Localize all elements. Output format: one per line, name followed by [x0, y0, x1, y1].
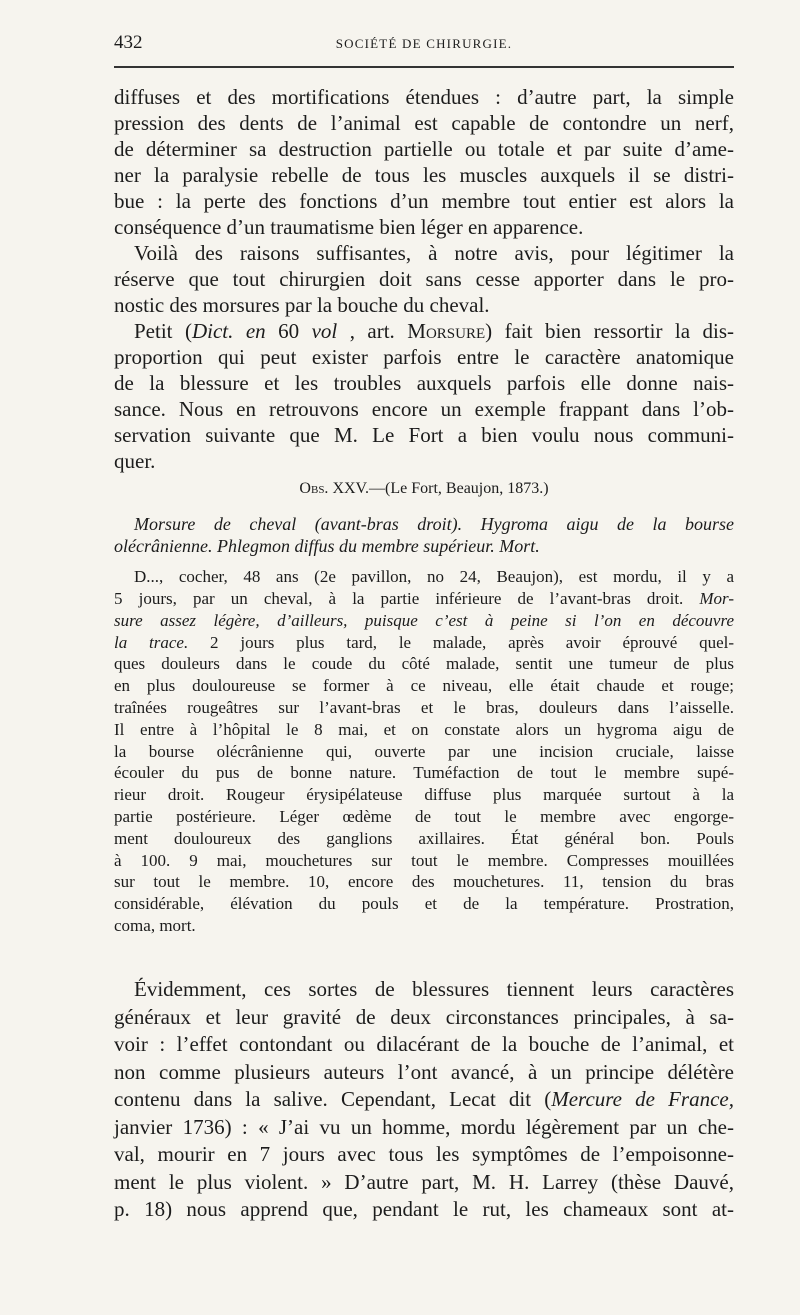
text-line: ques douleurs dans le coude du côté malade, sentit une tumeur de plus: [114, 654, 734, 674]
text-line: proportion qui peut exister parfois entre le caractère anatomique: [114, 345, 734, 369]
text-line: bue : la perte des fonctions d’un membre tout entier est alors la: [114, 189, 734, 213]
paragraph-4: [114, 976, 734, 1004]
observation-heading: [114, 480, 734, 498]
text-line: [114, 1086, 734, 1114]
text-line: [114, 588, 734, 610]
text-line: non comme plusieurs auteurs l’ont avancé, à un principe délétère: [114, 1059, 734, 1084]
case-title: [114, 513, 734, 557]
text-line: pression des dents de l’animal est capable de contondre un nerf,: [114, 111, 734, 135]
text-line: nostic des morsures par la bouche du cheval.: [114, 293, 490, 317]
text-line: quer.: [114, 449, 156, 473]
text-line: diffuses et des mortifications étendues : d’autre part, la simple: [114, 85, 734, 109]
text-line: sance. Nous en retrouvons encore un exemple frappant dans l’ob-: [114, 397, 734, 421]
text-line: sur tout le membre. 10, encore des mouchetures. 11, tension du bras: [114, 872, 734, 892]
text-run: 60: [265, 319, 312, 343]
page-header: [114, 30, 734, 60]
text-line: janvier 1736) : « J’ai vu un homme, mordu légèrement par un che-: [114, 1114, 734, 1139]
text-line: à 100. 9 mai, mouchetures sur tout le membre. Compresses mouillées: [114, 850, 734, 870]
text-line: considérable, élévation du pouls et de la température. Prostration,: [114, 894, 734, 914]
italic-run: Mor-: [699, 589, 734, 608]
text-line: la bourse olécrânienne qui, ouverte par une incision cruciale, laisse: [114, 741, 734, 761]
text-line: coma, mort.: [114, 915, 196, 935]
text-line: Voilà des raisons suffisantes, à notre avis, pour légitimer la: [134, 241, 734, 265]
smallcaps-run: Morsure: [407, 319, 486, 343]
text-line: conséquence d’un traumatisme bien léger en apparence.: [114, 215, 584, 239]
paragraph-3-cont: [114, 344, 734, 474]
text-run: Petit (: [134, 319, 192, 343]
paragraph-4-cont: [114, 1004, 734, 1224]
text-line: en plus douloureuse se former à ce niveau, elle était chaude et rouge;: [114, 676, 734, 696]
text-line: olécrânienne. Phlegmon diffus du membre supérieur. Mort.: [114, 536, 540, 556]
paragraph-1: [114, 84, 734, 240]
text-line: ment douloureux des ganglions axillaires. État général bon. Pouls: [114, 828, 734, 848]
text-run: contenu dans la salive. Cependant, Lecat dit (: [114, 1087, 552, 1111]
case-report-cont: [114, 588, 734, 937]
text-line: D..., cocher, 48 ans (2e pavillon, no 24, Beaujon), est mordu, il y a: [134, 567, 734, 586]
paragraph-2-cont: [114, 266, 734, 318]
text-line: servation suivante que M. Le Fort a bien voulu nous communi-: [114, 423, 734, 447]
obs-label: Obs.: [299, 480, 329, 497]
italic-run: sure assez légère, d’ailleurs, puisque c’est à peine si l’on en découvre: [114, 610, 734, 630]
text-line: Il entre à l’hôpital le 8 mai, et on constate alors un hygroma aigu de: [114, 719, 734, 739]
case-report: [114, 566, 734, 588]
text-line: de la blessure et les troubles auxquels parfois elle donne nais-: [114, 371, 734, 395]
text-line: de déterminer sa destruction partielle ou totale et par suite d’ame-: [114, 137, 734, 161]
running-title: SOCIÉTÉ DE CHIRURGIE.: [335, 36, 513, 51]
text-line: [114, 632, 734, 654]
text-line: ment le plus violent. » D’autre part, M. H. Larrey (thèse Dauvé,: [114, 1169, 734, 1194]
italic-run: la trace.: [114, 632, 189, 652]
header-rule: [114, 66, 734, 68]
text-run: 2 jours plus tard, le malade, après avoir éprouvé quel-: [188, 632, 735, 652]
text-line: rieur droit. Rougeur érysipélateuse diffuse plus marquée surtout à la: [114, 785, 734, 805]
text-line: généraux et leur gravité de deux circonstances principales, à sa-: [114, 1004, 734, 1029]
text-run: , art.: [337, 319, 408, 343]
text-line: traînées rougeâtres sur l’avant-bras et le bras, douleurs dans l’aisselle.: [114, 697, 734, 717]
page-number: 432: [114, 32, 143, 53]
text-line: [114, 610, 734, 632]
text-line: réserve que tout chirurgien doit sans cesse apporter dans le pro-: [114, 267, 734, 291]
text-line: partie postérieure. Léger œdème de tout le membre avec engorge-: [114, 806, 734, 826]
italic-run: Dict. en: [191, 319, 266, 343]
text-line: écouler du pus de bonne nature. Tuméfaction de tout le membre supé-: [114, 763, 734, 783]
text-line: ner la paralysie rebelle de tous les muscles auxquels il se distri-: [114, 163, 734, 187]
text-line: p. 18) nous apprend que, pendant le rut, les chameaux sont at-: [114, 1197, 734, 1221]
paragraph-2: [114, 240, 734, 266]
text-line: val, mourir en 7 jours avec tous les symptômes de l’empoisonne-: [114, 1142, 734, 1166]
text-line: Évidemment, ces sortes de blessures tiennent leurs caractères: [134, 977, 734, 1001]
italic-run: vol: [311, 319, 338, 343]
text-line: voir : l’effet contondant ou dilacérant de la bouche de l’animal, et: [114, 1032, 734, 1056]
obs-reference: XXV.—(Le Fort, Beaujon, 1873.): [328, 480, 549, 497]
paragraph-3: [114, 318, 734, 344]
text-run: ) fait bien ressortir la dis-: [485, 319, 735, 343]
italic-run: Mercure de France,: [551, 1087, 734, 1111]
text-line: [114, 318, 734, 344]
text-line: Morsure de cheval (avant-bras droit). Hygroma aigu de la bourse: [134, 514, 734, 534]
text-run: 5 jours, par un cheval, à la partie inférieure de l’avant-bras droit.: [114, 589, 700, 608]
